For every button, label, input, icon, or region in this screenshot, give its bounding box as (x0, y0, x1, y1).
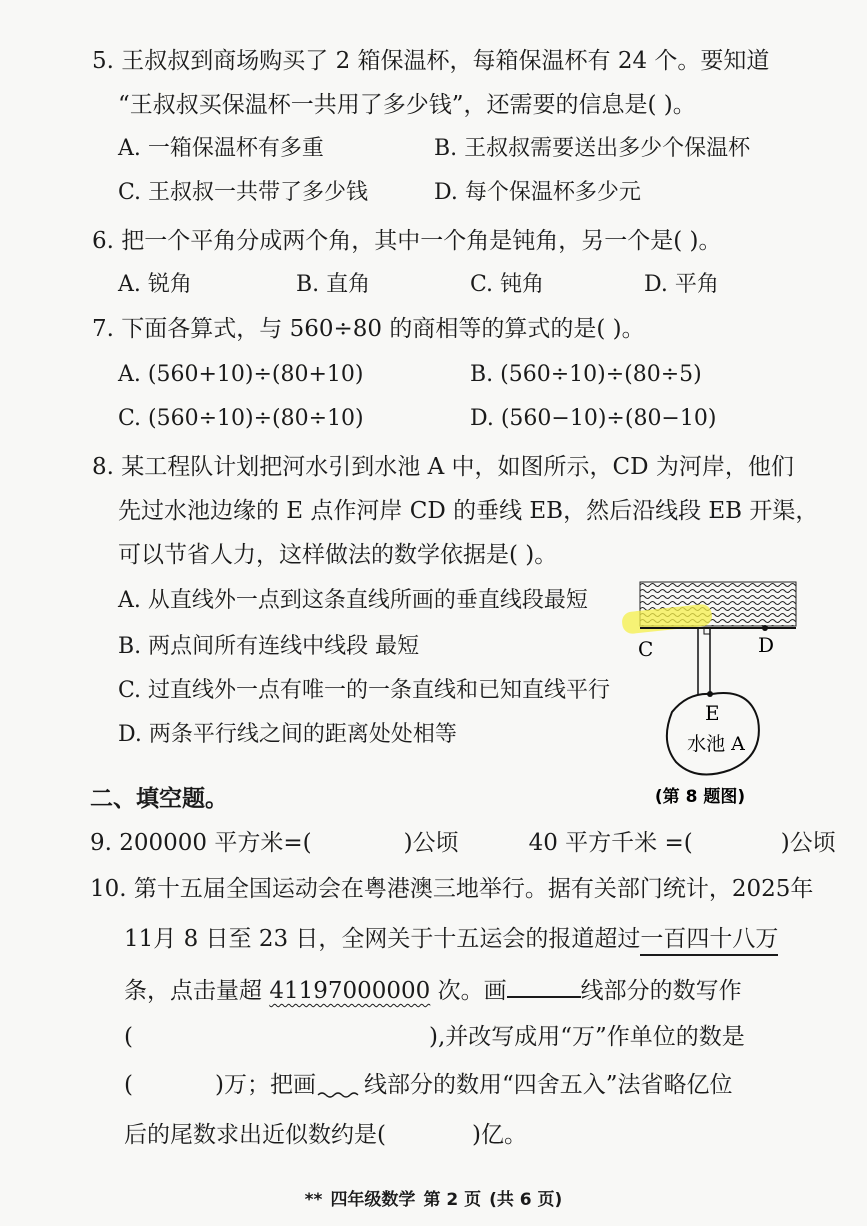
q10-line4-open: ( (124, 1024, 133, 1050)
q10-line6 (124, 1120, 527, 1150)
q6-option-d: D. 平角 (644, 272, 719, 297)
wavy-line-sample (316, 1070, 364, 1092)
q8-stem-line2: 先过水池边缘的 E 点作河岸 CD 的垂线 EB，然后沿线段 EB 开渠， (118, 498, 819, 524)
q9-part1: 9. 200000 平方米=( (90, 830, 312, 856)
q8-stem-line1: 8. 某工程队计划把河水引到水池 A 中，如图所示，CD 为河岸，他们 (92, 454, 794, 480)
q9-part3: 40 平方千米 =( (528, 830, 693, 856)
q10-line1: 10. 第十五届全国运动会在粤港澳三地举行。据有关部门统计，2025年 (90, 876, 814, 902)
q6-option-c: C. 钝角 (470, 272, 545, 297)
q9-part2: )公顷 (403, 830, 459, 856)
q7-stem: 7. 下面各算式，与 560÷80 的商相等的算式的是( )。 (92, 316, 645, 342)
q7-option-a: A. (560+10)÷(80+10) (118, 362, 364, 387)
q5-stem-line1: 5. 王叔叔到商场购买了 2 箱保温杯，每箱保温杯有 24 个。要知道 (92, 48, 770, 74)
point-d (762, 625, 768, 631)
q8-option-c: C. 过直线外一点有唯一的一条直线和已知直线平行 (118, 678, 611, 703)
q5-option-d: D. 每个保温杯多少元 (434, 180, 641, 205)
q6-option-b: B. 直角 (296, 272, 371, 297)
q10-line5-open: ( (124, 1072, 133, 1098)
wavy-underlined-number: 41197000000 (269, 978, 431, 1004)
label-d: D (758, 633, 775, 657)
q10-line5 (124, 1070, 733, 1100)
q10-line3-text: 条，点击量超 (124, 978, 270, 1004)
q10-line5-mid: )万；把画 (214, 1072, 316, 1098)
q5-option-c: C. 王叔叔一共带了多少钱 (118, 180, 369, 205)
q5-stem-line2: “王叔叔买保温杯一共用了多少钱”，还需要的信息是( )。 (118, 92, 696, 118)
q10-line2-text: 11月 8 日至 23 日，全网关于十五运会的报道超过 (124, 926, 641, 952)
figure-caption: (第 8 题图) (654, 787, 746, 807)
label-c: C (638, 637, 654, 661)
q7-option-b: B. (560÷10)÷(80÷5) (470, 362, 702, 387)
q10-line6-end: )亿。 (471, 1122, 527, 1148)
footer-page: 第 2 页 (423, 1190, 482, 1210)
q10-line3 (124, 974, 742, 1006)
footer-total: (共 6 页) (489, 1190, 563, 1210)
q5-option-a: A. 一箱保温杯有多重 (118, 136, 324, 161)
q9-line (90, 828, 836, 858)
q10-line3-mid: 次。画 (430, 978, 507, 1004)
straight-underlined-number: 一百四十八万 (640, 924, 778, 956)
q6-option-a: A. 锐角 (118, 272, 192, 297)
q7-option-c: C. (560÷10)÷(80÷10) (118, 406, 364, 431)
q10-line4-text: ),并改写成用“万”作单位的数是 (428, 1024, 745, 1050)
q8-option-a: A. 从直线外一点到这条直线所画的垂直线段最短 (118, 588, 588, 613)
q10-line2 (124, 924, 778, 956)
q8-figure (600, 570, 800, 815)
page-footer (0, 1185, 867, 1210)
q8-option-b: B. 两点间所有连线中线段 最短 (118, 634, 420, 659)
footer-stars: ** (304, 1190, 323, 1210)
q6-stem: 6. 把一个平角分成两个角，其中一个角是钝角，另一个是( )。 (92, 228, 722, 254)
label-e: E (705, 701, 720, 725)
q9-part4: )公顷 (780, 830, 836, 856)
pool-label: 水池 A (687, 733, 745, 755)
highlighter-mark (621, 603, 713, 634)
footer-subject: 四年级数学 (330, 1190, 416, 1210)
straight-line-sample (507, 974, 581, 998)
q5-option-b: B. 王叔叔需要送出多少个保温杯 (434, 136, 751, 161)
section-title: 二、填空题。 (90, 785, 228, 812)
q8-option-d: D. 两条平行线之间的距离处处相等 (118, 722, 457, 747)
q10-line6-text: 后的尾数求出近似数约是( (124, 1122, 386, 1148)
q10-line5-text: 线部分的数用“四舍五入”法省略亿位 (363, 1072, 733, 1098)
q10-line4 (124, 1022, 745, 1052)
q10-line3-post: 线部分的数写作 (580, 978, 742, 1004)
q8-stem-line3: 可以节省人力，这样做法的数学依据是( )。 (118, 542, 558, 568)
q7-option-d: D. (560−10)÷(80−10) (470, 406, 717, 431)
